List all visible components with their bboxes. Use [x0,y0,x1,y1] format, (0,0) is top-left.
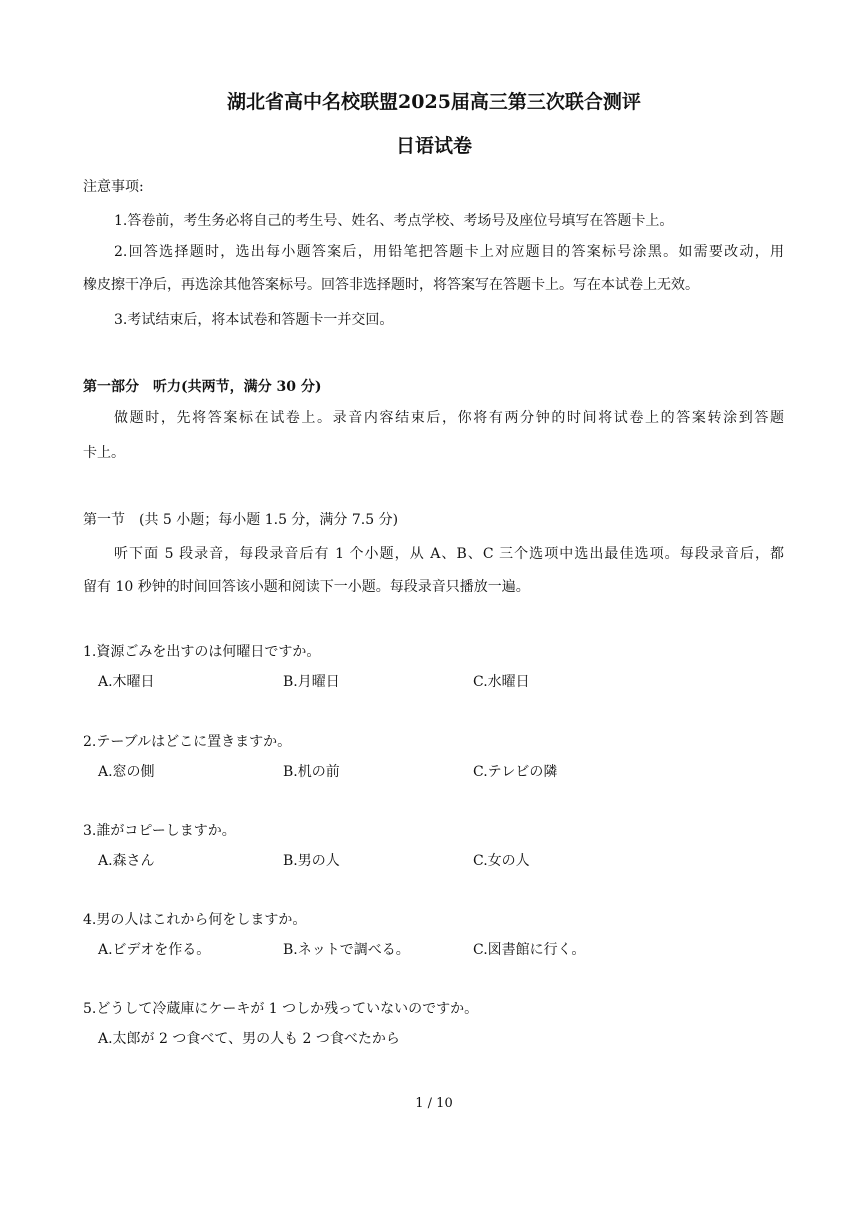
section1-heading: 第一节 (共 5 小题；每小题 1.5 分，满分 7.5 分) [83,512,399,528]
exam-title: 湖北省高中名校联盟2025届高三第三次联合测评 [227,91,641,113]
question-5-option-a: A.太郎が 2 つ食べて、男の人も 2 つ食べたから [98,1031,400,1047]
question-3-option-c: C.女の人 [473,853,530,869]
question-3: 3.誰がコピーしますか。 [83,823,236,839]
question-1-option-b: B.月曜日 [283,674,340,690]
part1-heading: 第一部分 听力(共两节，满分 30 分) [83,379,322,395]
notice-item-2-line-2: 橡皮擦干净后，再选涂其他答案标号。回答非选择题时，将答案写在答题卡上。写在本试卷上无效。 [83,277,699,293]
part1-desc-line-2: 卡上。 [83,445,125,461]
question-1-option-c: C.水曜日 [473,674,530,690]
notice-item-3: 3.考试结束后，将本试卷和答题卡一并交回。 [114,312,394,328]
question-4: 4.男の人はこれから何をしますか。 [83,912,307,928]
question-2: 2.テーブルはどこに置きますか。 [83,734,292,750]
part1-desc-line-1: 做题时，先将答案标在试卷上。录音内容结束后，你将有两分钟的时间将试卷上的答案转涂到答题 [114,410,784,426]
question-1-option-a: A.木曜日 [98,674,155,690]
notice-heading: 注意事项: [83,179,144,195]
notice-item-1: 1.答卷前，考生务必将自己的考生号、姓名、考点学校、考场号及座位号填写在答题卡上。 [114,213,674,229]
exam-subtitle: 日语试卷 [395,135,472,157]
question-3-option-a: A.森さん [98,853,155,869]
notice-item-2-line-1: 2.回答选择题时，选出每小题答案后，用铅笔把答题卡上对应题目的答案标号涂黑。如需要改动，用 [114,244,784,260]
question-1: 1.資源ごみを出すのは何曜日ですか。 [83,644,321,660]
question-2-option-c: C.テレビの隣 [473,764,558,780]
question-2-option-a: A.窓の側 [98,764,155,780]
section1-desc-line-1: 听下面 5 段录音，每段录音后有 1 个小题，从 A、B、C 三个选项中选出最佳选项。每段录音后，都 [114,546,784,562]
question-2-option-b: B.机の前 [283,764,340,780]
question-5: 5.どうして冷蔵庫にケーキが 1 つしか残っていないのですか。 [83,1001,479,1017]
page-number: 1 / 10 [415,1096,453,1111]
question-4-option-c: C.図書館に行く。 [473,942,586,958]
question-3-option-b: B.男の人 [283,853,340,869]
question-4-option-a: A.ビデオを作る。 [98,942,211,958]
section1-desc-line-2: 留有 10 秒钟的时间回答该小题和阅读下一小题。每段录音只播放一遍。 [83,579,530,595]
question-4-option-b: B.ネットで調べる。 [283,942,410,958]
